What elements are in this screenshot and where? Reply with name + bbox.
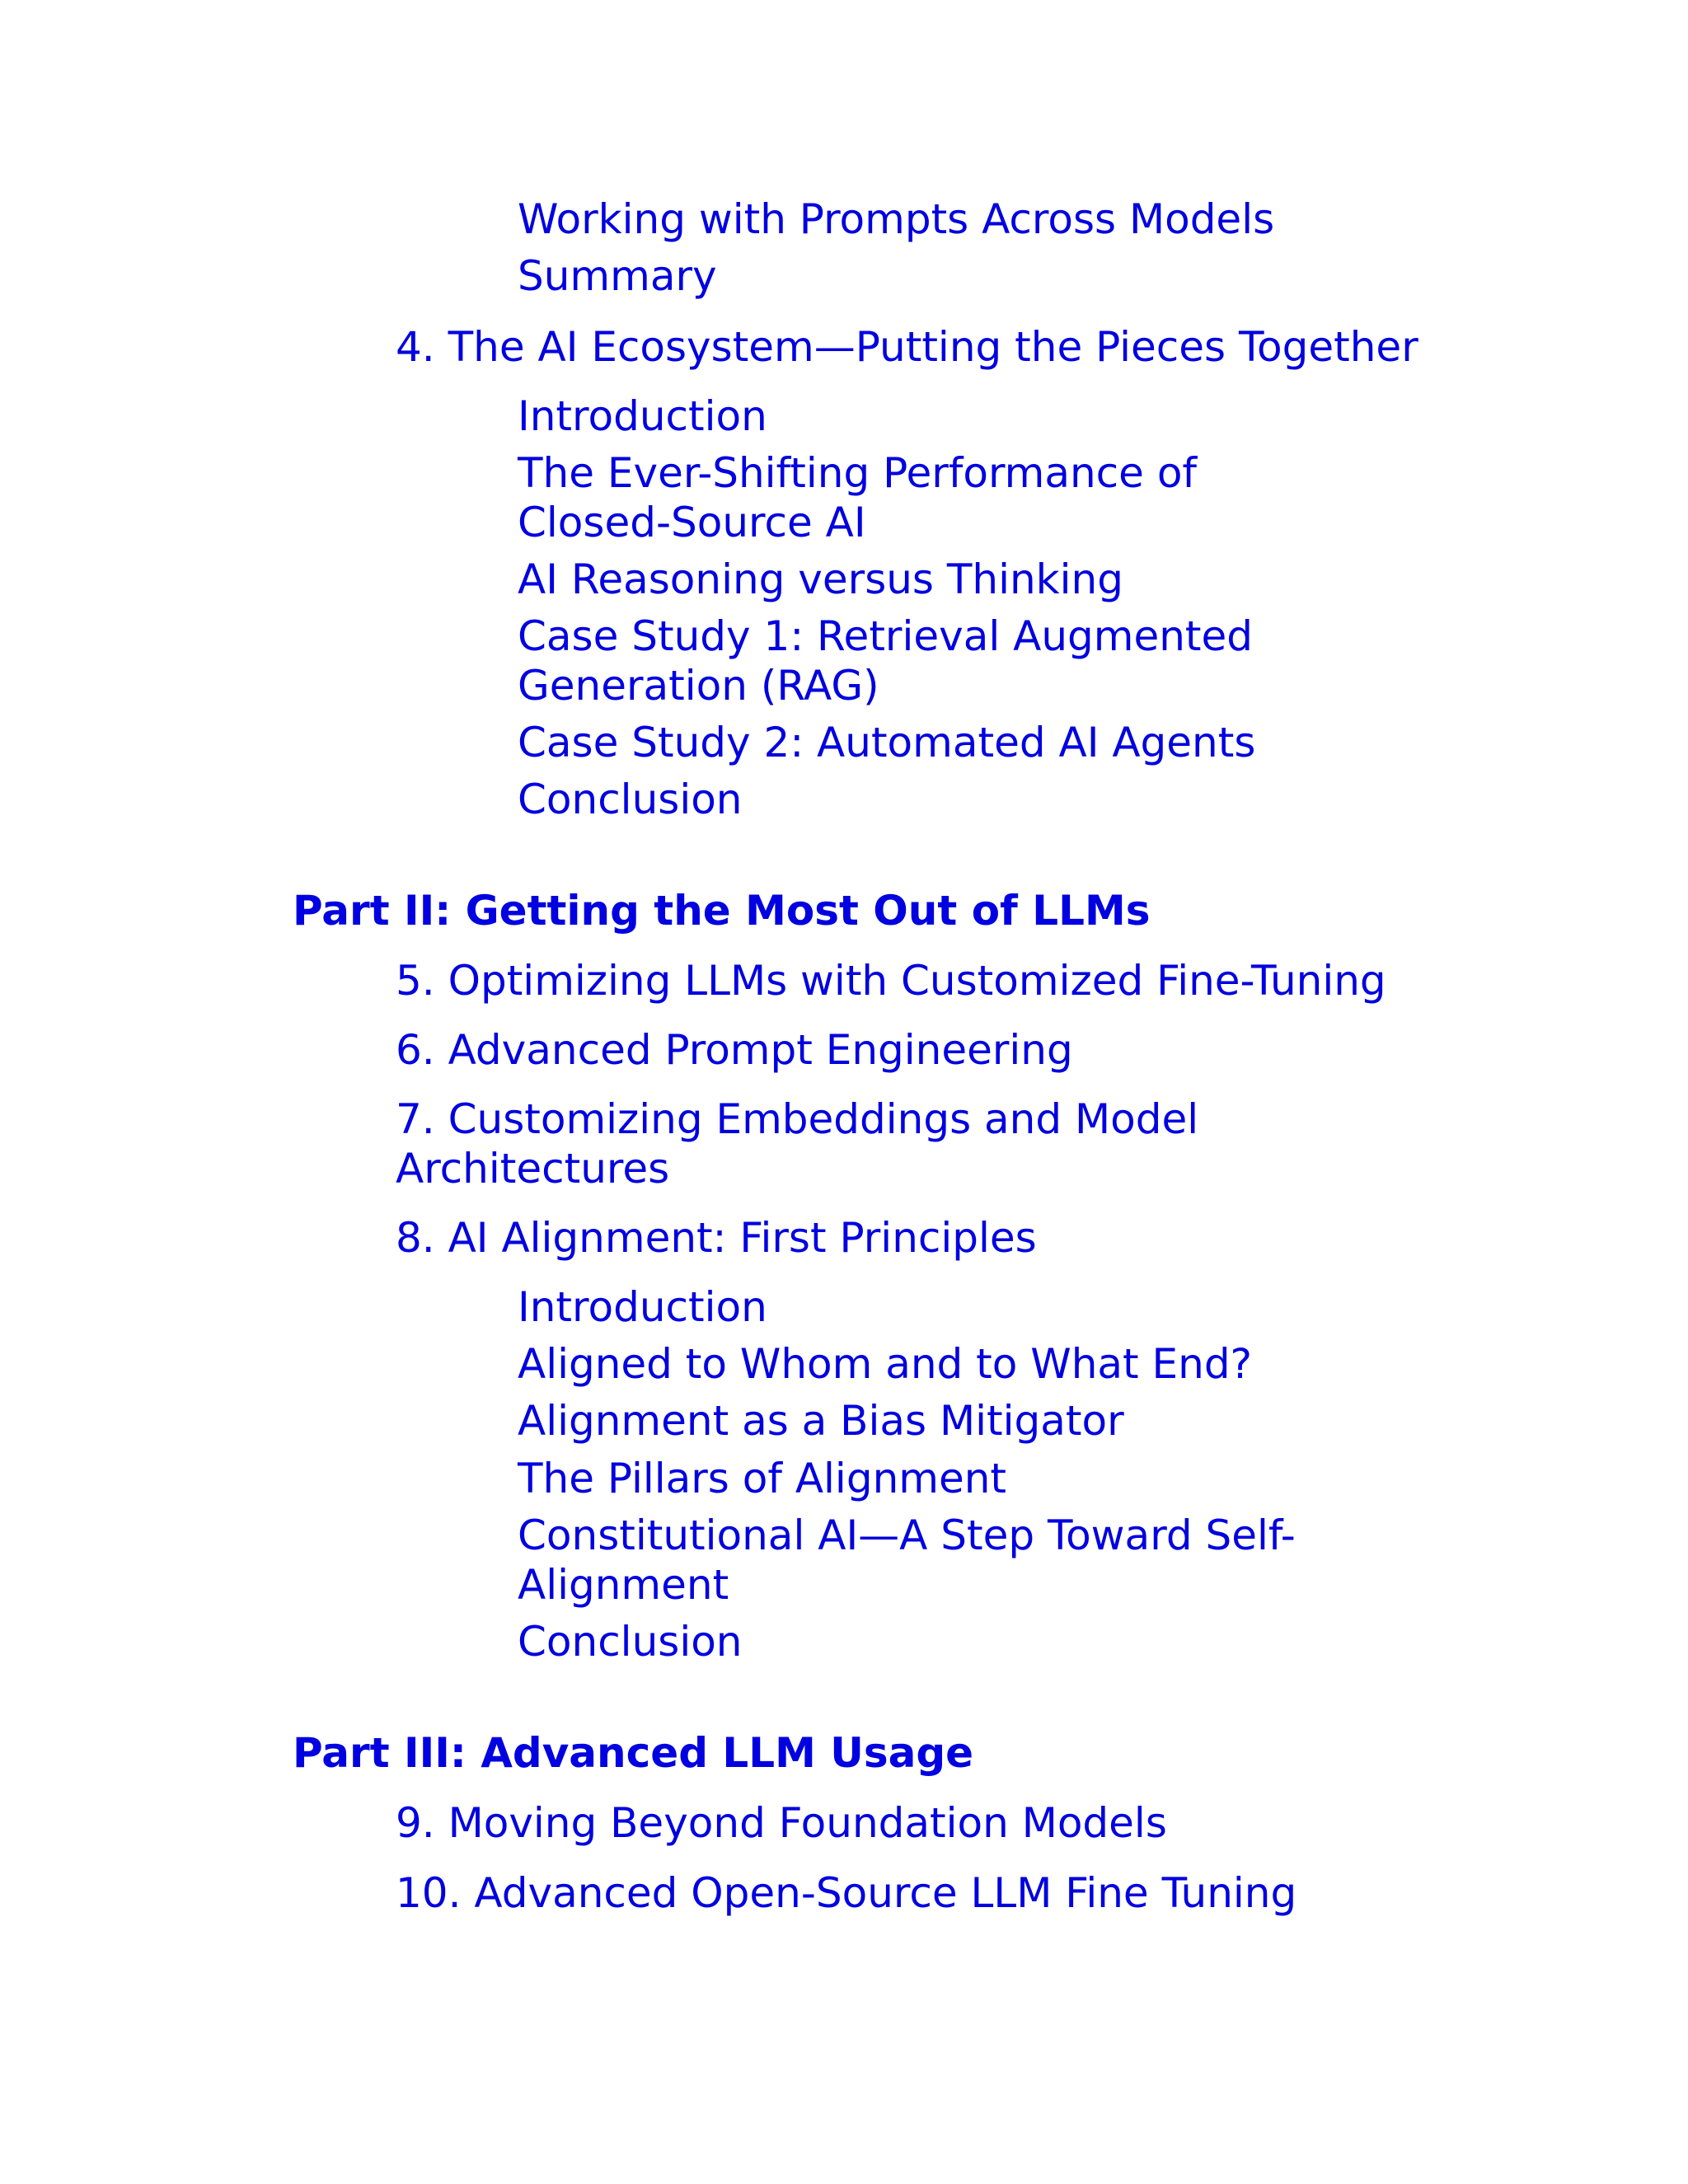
toc-link-ch4-closed-source[interactable]: The Ever-Shifting Performance of Closed-Source AI (518, 449, 1198, 546)
toc-link-ch8-introduction[interactable]: Introduction (518, 1283, 767, 1331)
toc-link-ch8-bias-mitigator[interactable]: Alignment as a Bias Mitigator (518, 1397, 1124, 1445)
toc-link-chapter-9[interactable]: 9. Moving Beyond Foundation Models (396, 1799, 1167, 1847)
toc-link-chapter-8[interactable]: 8. AI Alignment: First Principles (396, 1214, 1037, 1262)
toc-link-chapter-7[interactable]: 7. Customizing Embeddings and Model Architectures (396, 1095, 1199, 1193)
toc-link-ch8-constitutional-ai[interactable]: Constitutional AI—A Step Toward Self-Alignment (518, 1511, 1296, 1609)
toc-link-ch4-case-study-1[interactable]: Case Study 1: Retrieval Augmented Generation (RAG) (518, 612, 1254, 710)
toc-link-summary[interactable]: Summary (518, 252, 717, 300)
toc-link-part-2[interactable]: Part II: Getting the Most Out of LLMs (293, 887, 1151, 935)
toc-link-chapter-5[interactable]: 5. Optimizing LLMs with Customized Fine-Tuning (396, 957, 1386, 1005)
toc-link-chapter-6[interactable]: 6. Advanced Prompt Engineering (396, 1026, 1073, 1074)
toc-link-part-3[interactable]: Part III: Advanced LLM Usage (293, 1729, 974, 1777)
toc-link-ch4-conclusion[interactable]: Conclusion (518, 776, 743, 823)
toc-link-ch4-introduction[interactable]: Introduction (518, 392, 767, 440)
toc-link-ch4-reasoning[interactable]: AI Reasoning versus Thinking (518, 555, 1123, 603)
toc-link-chapter-4[interactable]: 4. The AI Ecosystem—Putting the Pieces Together (396, 323, 1418, 371)
toc-link-ch4-case-study-2[interactable]: Case Study 2: Automated AI Agents (518, 719, 1256, 766)
toc-link-ch8-aligned-to-whom[interactable]: Aligned to Whom and to What End? (518, 1340, 1253, 1388)
toc-link-ch8-conclusion[interactable]: Conclusion (518, 1618, 743, 1666)
toc-link-working-with-prompts[interactable]: Working with Prompts Across Models (518, 195, 1275, 243)
toc-link-chapter-10[interactable]: 10. Advanced Open-Source LLM Fine Tuning (396, 1869, 1297, 1917)
toc-link-ch8-pillars[interactable]: The Pillars of Alignment (518, 1455, 1007, 1502)
